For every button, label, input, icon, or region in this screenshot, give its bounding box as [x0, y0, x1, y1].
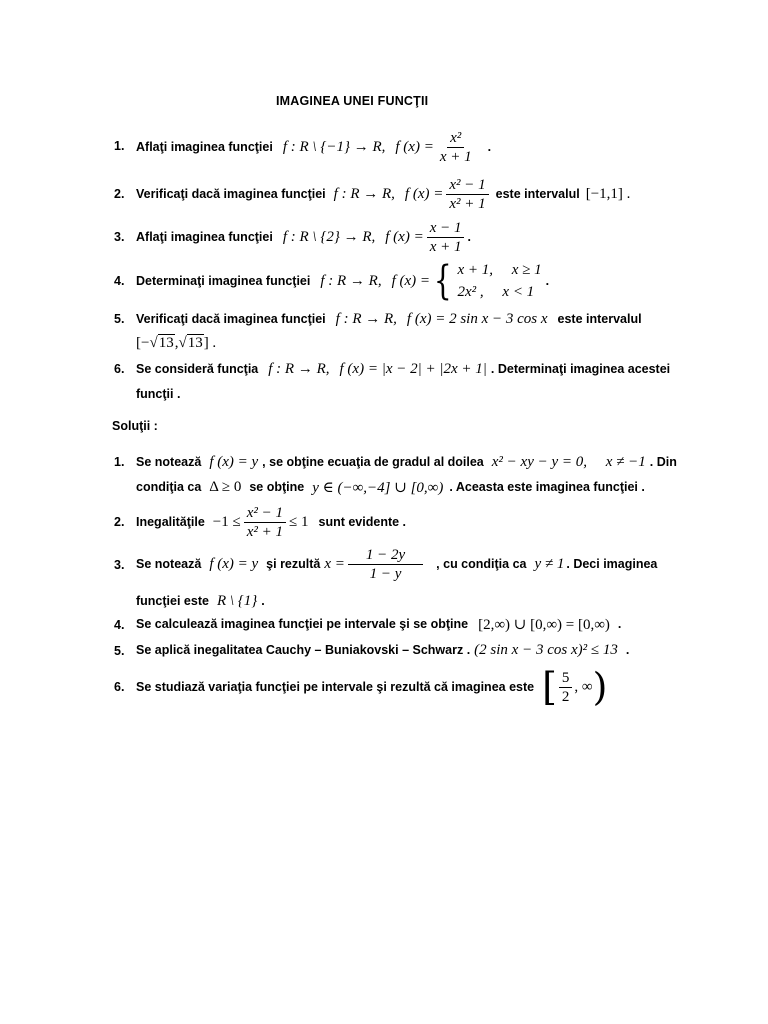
solution-number: 4.: [114, 618, 125, 632]
solution-number: 6.: [114, 680, 125, 694]
math-expression: R \ {1}: [216, 592, 258, 609]
math-expression: ≤ 1: [289, 513, 309, 530]
solution-number: 3.: [114, 558, 125, 572]
math-expression: f : R → R,: [268, 360, 330, 377]
solution-number: 5.: [114, 644, 125, 658]
math-expression: f (x) =: [404, 185, 444, 202]
problem-text: Determinaţi imaginea funcţiei: [136, 274, 311, 288]
math-expression: [−1,1] .: [585, 185, 631, 202]
math-expression: x² − xy − y = 0, x ≠ −1: [491, 453, 646, 470]
math-expression: [−√13,√13] .: [136, 334, 217, 351]
math-expression: f (x) = |x − 2| + |2x + 1|: [339, 360, 487, 377]
problem-text: Aflaţi imaginea funcţiei: [136, 140, 273, 154]
problem-text: Aflaţi imaginea funcţiei: [136, 230, 273, 244]
fraction: $\frac{1 - 2y}{1 - y}$: [348, 547, 423, 582]
math-expression: [2,∞) ∪ [0,∞) = [0,∞): [478, 616, 610, 633]
problem-text: Verificaţi dacă imaginea funcţiei: [136, 187, 326, 201]
math-expression: f (x) = y: [209, 555, 259, 572]
solution-number: 1.: [114, 455, 125, 469]
problem-number: 1.: [114, 139, 125, 153]
math-expression: f (x) = y: [209, 453, 259, 470]
math-expression: f : R → R,: [333, 185, 395, 202]
fraction: $\frac{x - 1}{x + 1}$: [427, 220, 465, 255]
brace-icon: {: [433, 258, 452, 304]
math-expression: (2 sin x − 3 cos x)² ≤ 13: [474, 641, 618, 658]
math-expression: f : R → R,: [335, 310, 397, 327]
solution-number: 2.: [114, 515, 125, 529]
problem-text: Verificaţi dacă imaginea funcţiei: [136, 312, 326, 326]
math-expression: [ $\frac{5}{2}$ , ∞ ): [542, 665, 608, 709]
problem-number: 3.: [114, 230, 125, 244]
math-expression: f (x) =: [395, 138, 434, 155]
problem-number: 6.: [114, 362, 125, 376]
math-expression: −1 ≤: [212, 513, 241, 530]
problem-number: 2.: [114, 187, 125, 201]
math-expression: f (x) = 2 sin x − 3 cos x: [406, 310, 548, 327]
math-expression: f : R → R,: [320, 272, 382, 289]
fraction: $\frac{\text{x² − 1}}{\text{x² + 1}}$: [446, 177, 488, 212]
fraction: $\frac{\text{x² − 1}}{\text{x² + 1}}$: [244, 505, 286, 540]
math-expression: f (x) =: [385, 228, 424, 245]
problem-number: 5.: [114, 312, 125, 326]
math-expression: Δ ≥ 0: [209, 478, 242, 495]
solutions-heading: Soluţii :: [112, 419, 158, 433]
math-expression: f : R \ {2} → R,: [282, 228, 376, 245]
math-expression: f : R \ {−1} → R,: [282, 138, 386, 155]
math-expression: y ≠ 1: [534, 555, 565, 572]
piecewise-definition: { x + 1, x ≥ 1 2x² , x < 1: [433, 258, 542, 304]
math-expression: y ∈ (−∞,−4] ∪ [0,∞): [312, 479, 444, 496]
math-expression: x =: [324, 555, 345, 572]
fraction: $\frac{\text{x²}}{x + 1}$: [439, 129, 472, 165]
problem-text: Se consideră funcţia: [136, 362, 259, 376]
problem-number: 4.: [114, 274, 125, 288]
math-expression: f (x) =: [391, 272, 431, 289]
page-title: IMAGINEA UNEI FUNCŢII: [276, 94, 429, 108]
